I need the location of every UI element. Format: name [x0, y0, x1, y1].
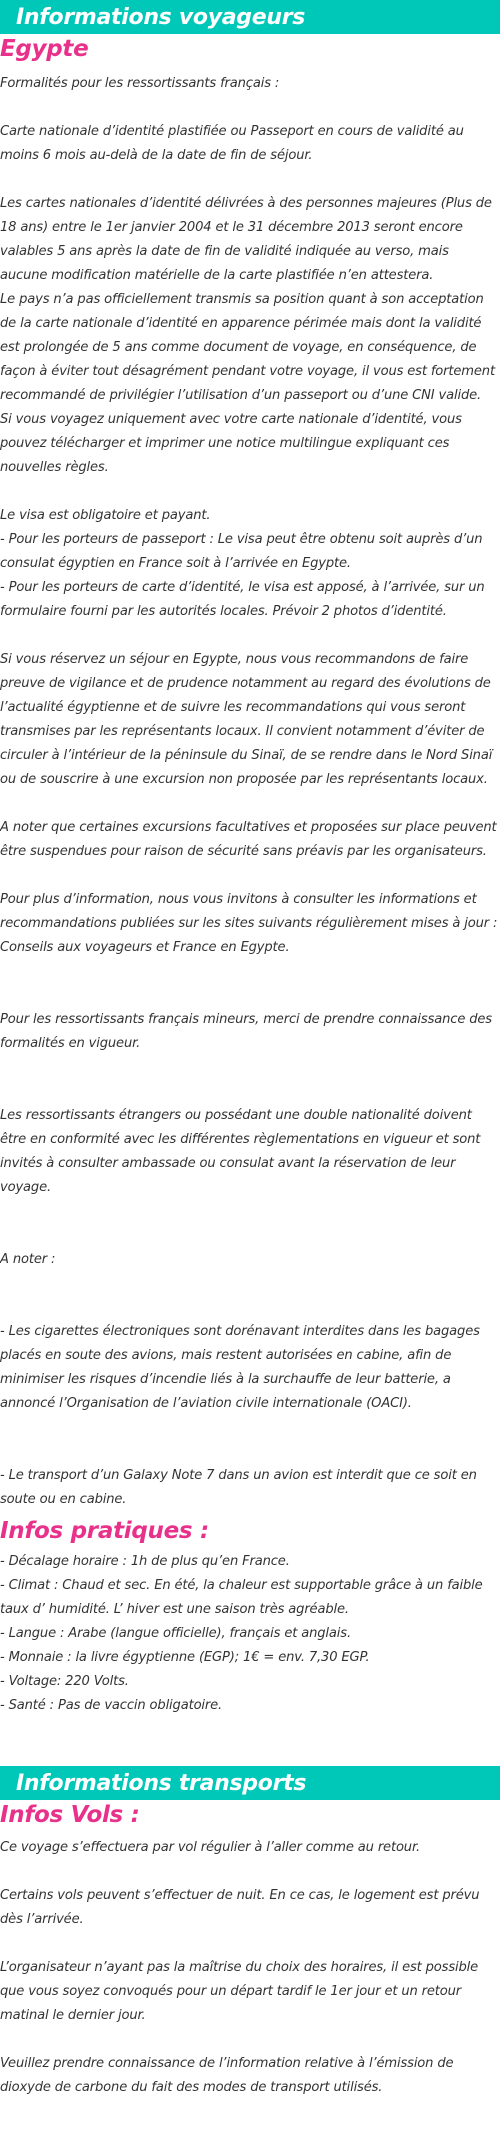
etrangers-paragraph: Les ressortissants étrangers ou possédant une double nationalité doivent être en conformité avec les différentes règlementations en vigueur et sont invités à consulter ambassade ou consulat avant la réservation de leur voyage. [0, 1108, 481, 1195]
vols-nuit-paragraph: Certains vols peuvent s’effectuer de nuit. En ce cas, le logement est prévu dès l’arrivée. [0, 1888, 480, 1927]
info-paragraph: Pour plus d’information, nous vous invitons à consulter les informations et recommandations publiées sur les sites suivants régulièrement mises à jour : Conseils aux voyageurs et France en Egypte. [0, 892, 498, 955]
cni-validite-paragraph: Les cartes nationales d’identité délivrées à des personnes majeures (Plus de 18 ans) entre le 1er janvier 2004 et le 31 décembre 2013 seront encore valables 5 ans après la date de fin de validité indiquée au verso, mais aucune modification matérielle de la carte plastifiée n’en attestera. Le pays n’a pas officiellement transmis sa position quant à son acceptation de la carte nationale d’identité en apparence périmée mais dont la validité est prolongée de 5 ans comme document de voyage, en conséquence, de façon à éviter tout désagrément pendant votre voyage, il vous est fortement recommandé de privilégier l’utilisation d’un passeport ou d’une CNI valide. Si vous voyagez uniquement avec votre carte nationale d’identité, vous pouvez télécharger et imprimer une notice multilingue expliquant ces nouvelles règles. [0, 196, 495, 475]
horaires-paragraph: L’organisateur n’ayant pas la maîtrise du choix des horaires, il est possible que vous soyez convoqués pour un départ tardif le 1er jour et un retour matinal le dernier jour. [0, 1960, 479, 2023]
banner-voyageurs: Informations voyageurs [0, 0, 500, 34]
infos-pratiques-list: - Décalage horaire : 1h de plus qu’en France. - Climat : Chaud et sec. En été, la chaleur est supportable grâce à un faible taux d’ humidité. L’ hiver est une saison très agréable. - Langue : Arabe (langue officielle), français et anglais. - Monnaie : la livre égyptienne (EGP); 1€ = env. 7,30 EGP. - Voltage: 220 Volts. - Santé : Pas de vaccin obligatoire. [0, 1554, 483, 1713]
excursions-paragraph: A noter que certaines excursions facultatives et proposées sur place peuvent être suspendues pour raison de sécurité sans préavis par les organisateurs. [0, 820, 497, 859]
banner-transports: Informations transports [0, 1766, 500, 1800]
cigarettes-paragraph: - Les cigarettes électroniques sont dorénavant interdites dans les bagages placés en soute des avions, mais restent autorisées en cabine, afin de minimiser les risques d’incendie liés à la surchauffe de leur batterie, a annoncé l’Organisation de l’aviation civile internationale (OACI). [0, 1324, 480, 1411]
vigilance-paragraph: Si vous réservez un séjour en Egypte, nous vous recommandons de faire preuve de vigilance et de prudence notamment au regard des évolutions de l’actualité égyptienne et de suivre les recommandations qui vous seront transmises par les représentants locaux. Il convient notamment d’éviter de circuler à l’intérieur de la péninsule du Sinaï, de se rendre dans le Nord Sinaï ou de souscrire à une excursion non proposée par les représentants locaux. [0, 652, 493, 787]
infos-vols-heading: Infos Vols : [0, 1802, 140, 1828]
formalites-intro: Formalités pour les ressortissants français : [0, 76, 280, 91]
co2-paragraph: Veuillez prendre connaissance de l’information relative à l’émission de dioxyde de carbone du fait des modes de transport utilisés. [0, 2056, 454, 2095]
visa-paragraph: Le visa est obligatoire et payant. - Pour les porteurs de passeport : Le visa peut être obtenu soit auprès d’un consulat égyptien en France soit à l’arrivée en Egypte. - Pour les porteurs de carte d’identité, le visa est apposé, à l’arrivée, sur un formulaire fourni par les autorités locales. Prévoir 2 photos d’identité. [0, 508, 485, 619]
mineurs-paragraph: Pour les ressortissants français mineurs, merci de prendre connaissance des formalités en vigueur. [0, 1012, 492, 1051]
infos-pratiques-heading: Infos pratiques : [0, 1518, 209, 1544]
cni-paragraph: Carte nationale d’identité plastifiée ou Passeport en cours de validité au moins 6 mois au-delà de la date de fin de séjour. [0, 124, 464, 163]
country-heading: Egypte [0, 36, 89, 62]
vol-regulier-paragraph: Ce voyage s’effectuera par vol régulier à l’aller comme au retour. [0, 1840, 420, 1855]
galaxy-paragraph: - Le transport d’un Galaxy Note 7 dans un avion est interdit que ce soit en soute ou en cabine. [0, 1468, 477, 1507]
a-noter-label: A noter : [0, 1252, 56, 1267]
